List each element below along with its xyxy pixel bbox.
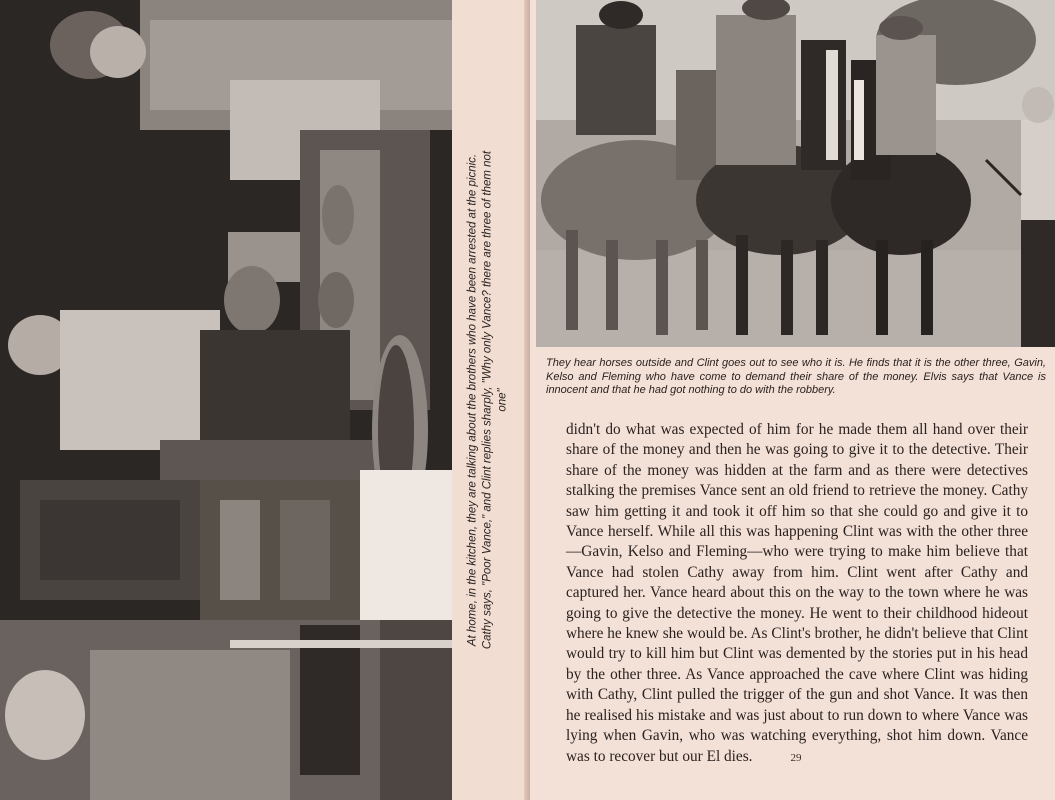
left-caption-column xyxy=(452,0,524,800)
page-number: 29 xyxy=(790,752,802,764)
horsemen-scene-photo-icon xyxy=(536,0,1055,347)
kitchen-scene-photo-icon xyxy=(0,0,452,800)
right-photo-caption: They hear horses outside and Clint goes out to see who it is. He finds that it is the other three, Gavin, Kelso and Fleming who have come to demand their share of the money. Elvis says that Vance is innocent and that he had got nothing to do with the robbery. xyxy=(546,357,1046,396)
story-body-text: didn't do what was expected of him for he made them all hand over their share of the money and then he was going to give it to the detective. Their share of the money was hidden at the farm and as there were detectives stalking the premises Vance sent an old friend to retrieve the money. Cathy saw him getting it and took it off him so that she could go and give it to Vance herself. While all this was happening Clint was with the other three—Gavin, Kelso and Fleming—who were trying to make him believe that Vance had stolen Cathy away from him. Clint went after Cathy and captured her. Vance heard about this on the way to the town where he was going to give the detective the money. He went to their childhood hideout where he knew she would be. As Clint's brother, he didn't believe that Clint would try to kill him but Clint was demented by the stories put in his head by the other three. As Vance approached the cave where Clint was hiding with Cathy, Clint pulled the trigger of the gun and shot Vance. It was then he realised his mistake and was just about to run down to where Vance was lying when Gavin, who was watching everything, shot him down. Vance was to recover but our El dies. xyxy=(566,421,1028,765)
left-photo-caption: At home, in the kitchen, they are talking about the brothers who have been arrested at the picnic. Cathy says, "Poor Vance," and Clint replies sharply, "Why only Vance? there are three of them not one" xyxy=(466,150,509,650)
kitchen-scene-photo xyxy=(0,0,452,800)
horsemen-scene-photo xyxy=(536,0,1055,347)
